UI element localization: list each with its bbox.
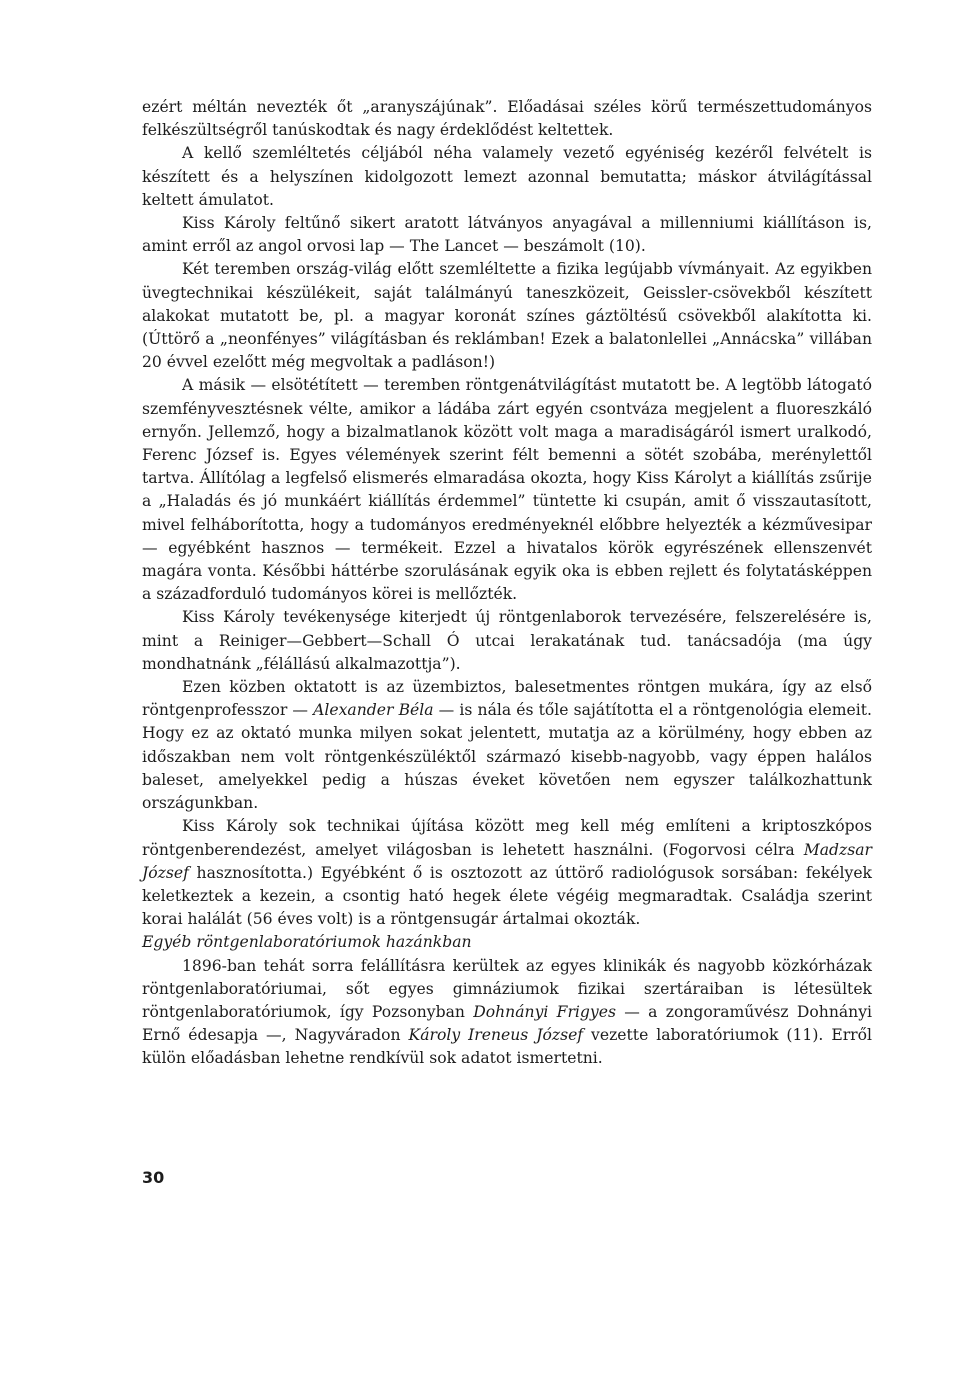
section-paragraph bbox=[142, 955, 872, 1071]
person-name-karoly: Károly Ireneus József bbox=[408, 1026, 584, 1045]
person-name-dohnanyi: Dohnányi Frigyes bbox=[473, 1002, 616, 1021]
paragraph-2: A kellő szemléltetés céljából néha valamely vezető egyéniség kezéről felvételt is készített és a helyszínen kidolgozott lemezt azonnal bemutatta; máskor átvilágítással keltett ámulatot. bbox=[142, 144, 872, 209]
section-title: Egyéb röntgenlaboratóriumok hazánkban bbox=[142, 933, 472, 952]
paragraph-3: Kiss Károly feltűnő sikert aratott látványos anyagával a millenniumi kiállításon is, amint erről az angol orvosi lap — The Lancet — beszámolt (10). bbox=[142, 214, 872, 256]
section-part-c: vezette laboratóriumok (11). Erről külön előadásban lehetne rendkívül sok adatot ismertetni. bbox=[142, 1026, 872, 1068]
paragraph-7-part-b: — is nála és tőle sajátította el a röntgenológia elemeit. Hogy ez az oktató munka milyen sokat jelentett, mutatja az a körülmény, hogy ebben az időszakban nem volt röntgenkészüléktől származó kisebb-nagyobb, vagy éppen halálos baleset, amelyekkel pedig a húszas éveket követően nem egyszer találkozhattunk országunkban. bbox=[142, 701, 872, 813]
page-body bbox=[142, 96, 872, 1071]
person-name-madzsar: Madzsar József bbox=[142, 840, 872, 882]
paragraph-6: Kiss Károly tevékenysége kiterjedt új röntgenlaborok tervezésére, felszerelésére is, mint a Reiniger—Gebbert—Schall Ó utcai lerakatának tud. tanácsadója (ma úgy mondhatnánk „félállású alkalmazottja”). bbox=[142, 608, 872, 673]
paragraph-8-part-b: hasznosította.) Egyébként ő is osztozott az úttörő radiológusok sorsában: fekélyek keletkeztek a kezein, a csontig ható hegek élete végéig megmaradtak. Családja szerint korai halálát (56 éves volt) is a röntgensugár ártalmai okozták. bbox=[142, 863, 872, 929]
person-name-alexander: Alexander Béla bbox=[313, 701, 434, 720]
paragraph-1: ezért méltán nevezték őt „aranyszájúnak”. Előadásai széles körű természettudományos felkészültségről tanúskodtak és nagy érdeklődést keltettek. bbox=[142, 98, 872, 140]
paragraph-7-part-a: Ezen közben oktatott is az üzembiztos, balesetmentes röntgen mukára, így az első röntgenprofesszor — bbox=[142, 678, 872, 720]
paragraph-8-part-a: Kiss Károly sok technikai újítása között meg kell még említeni a kriptoszkópos röntgenberendezést, amelyet világosban is lehetett használni. (Fogorvosi célra bbox=[142, 817, 872, 859]
paragraph-4: Két teremben ország-világ előtt szemléltette a fizika legújabb vívmányait. Az egyikben üvegtechnikai készülékeit, saját találmányú taneszközeit, Geissler-csövekből készített alakokat mutatott be, pl. a magyar koronát színes gáztöltésű csövekből alakította ki. (Úttörő a „neonfényes” világításban és reklámban! Ezek a balatonlellei „Annácska” villában 20 évvel ezelőtt még megvoltak a padláson!) bbox=[142, 260, 872, 372]
paragraph-8 bbox=[142, 815, 872, 931]
page-number: 30 bbox=[142, 1168, 165, 1187]
paragraph-5: A másik — elsötétített — teremben röntgenátvilágítást mutatott be. A legtöbb látogató szemfényvesztésnek vélte, amikor a ládába zárt egyén csontváza megjelent a fluoreszkáló ernyőn. Jellemző, hogy a bizalmatlanok között volt maga a maradiságáról ismert uralkodó, Ferenc József is. Egyes vélemények szerint félt bemenni a sötét szobába, merénylettől tartva. Állítólag a legfelső elismerés elmaradása okozta, hogy Kiss Károlyt a kiállítás zsűrije a „Haladás és jó munkáért kiállítás érdemmel” tüntette ki csupán, amit ő visszautasított, mivel felháborította, hogy a tudományos eredményeknél előbbre helyezték a kézművesipar — egyébként hasznos — termékeit. Ezzel a hivatalos körök egyrészének ellenszenvét magára vonta. Későbbi háttérbe szorulásának egyik oka is ebben rejlett és folytatásképpen a századforduló tudományos körei is mellőzték. bbox=[142, 376, 872, 604]
section-part-a: 1896-ban tehát sorra felállításra kerültek az egyes klinikák és nagyobb közkórházak röntgenlaboratóriumai, sőt egyes gimnáziumok fizikai szertáraiban is létesültek röntgenlaboratóriumok, így Pozsonyban bbox=[142, 956, 872, 1021]
paragraph-7 bbox=[142, 676, 872, 815]
section-part-b: — a zongoraművész Dohnányi Ernő édesapja —, Nagyváradon bbox=[142, 1002, 873, 1045]
